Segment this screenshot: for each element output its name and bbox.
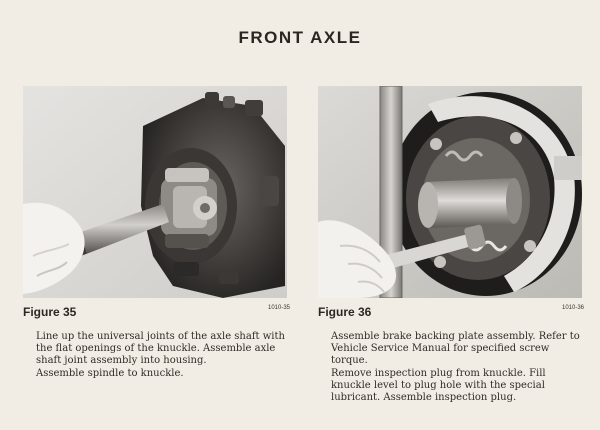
instruction-paragraph: Assemble spindle to knuckle. [36,367,184,379]
instruction-paragraph: Assemble brake backing plate assembly. Refer to Vehicle Service Manual for specified screw torque. [331,331,580,367]
figure-35-ref-number: 1010-35 [268,305,291,311]
figure-35-instructions [36,331,288,380]
figure-36-instructions [331,331,581,404]
figure-35-caption: Figure 35 [23,305,77,319]
figure-36-caption: Figure 36 [318,305,372,319]
instruction-paragraph: Remove inspection plug from knuckle. Fill knuckle level to plug hole with the special lubricant. Assemble inspection plug. [331,367,546,404]
figure-35-photo [23,86,287,298]
instruction-paragraph: Line up the universal joints of the axle shaft with the flat openings of the knuckle. Assemble axle shaft joint assembly into housing. [36,331,285,367]
figure-36-photo [318,86,582,298]
figure-36-ref-number: 1010-36 [562,305,585,311]
page-title: FRONT AXLE [238,28,362,47]
